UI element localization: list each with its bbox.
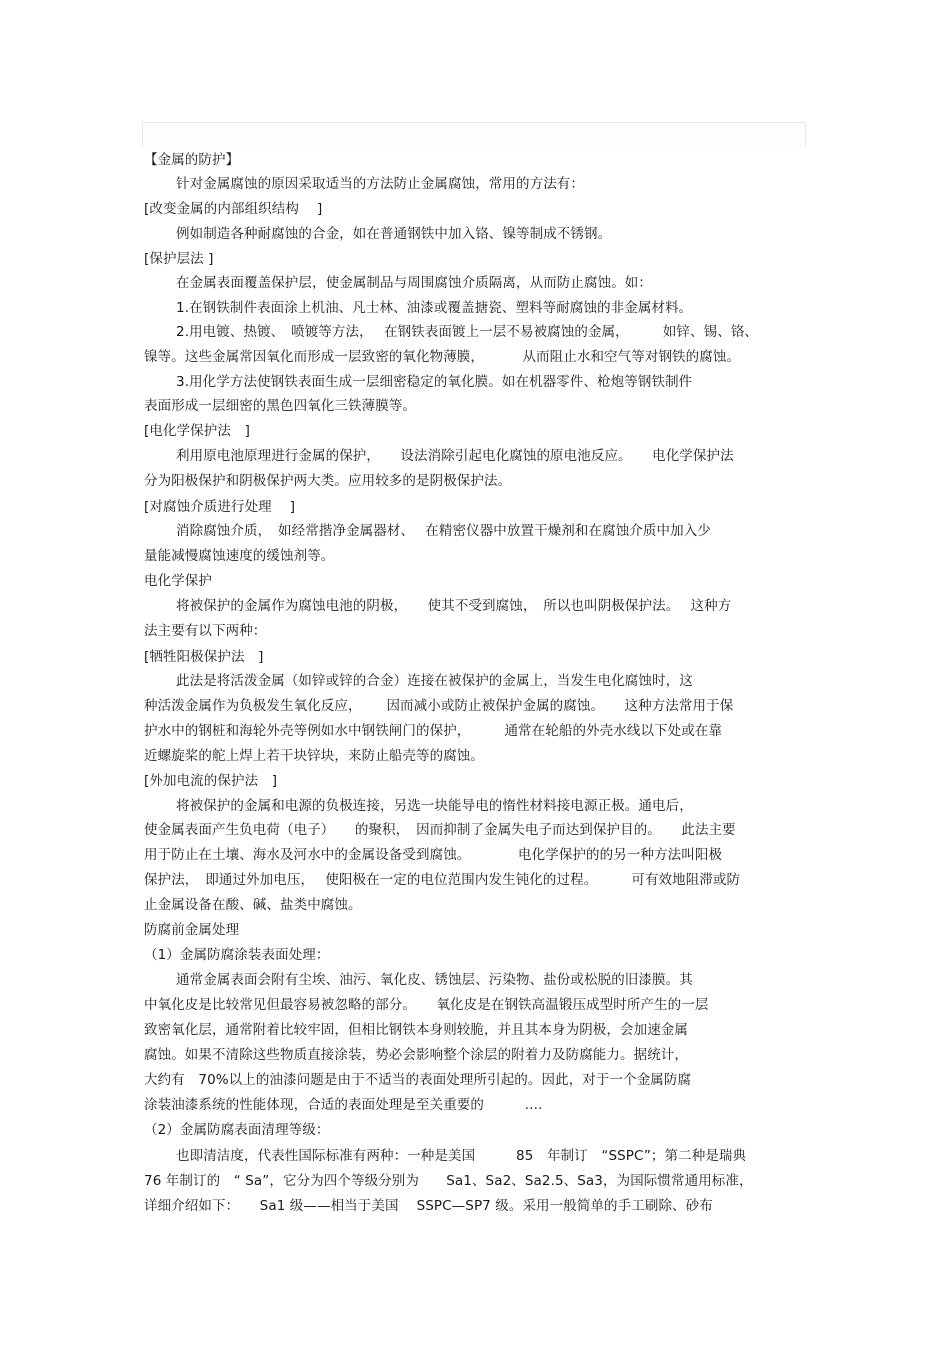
text-line: 量能减慢腐蚀速度的缓蚀剂等。	[144, 548, 335, 564]
text-line: 76 年制订的 “ Sa”，它分为四个等级分别为 Sa1、Sa2、Sa2.5、Sa3，为国际惯常通用标准，	[144, 1173, 753, 1189]
text-line: 【金属的防护】	[144, 152, 240, 168]
text-line: [保护层法 ]	[144, 251, 214, 267]
text-line: 也即清洁度，代表性国际标准有两种：一种是美国 85 年制订 “SSPC”；第二种是瑞典	[176, 1148, 747, 1164]
text-line: 利用原电池原理进行金属的保护， 设法消除引起电化腐蚀的原电池反应。 电化学保护法	[176, 448, 734, 464]
text-line: 镍等。这些金属常因氧化而形成一层致密的氧化物薄膜， 从而阻止水和空气等对钢铁的腐蚀。	[144, 349, 741, 365]
text-line: [改变金属的内部组织结构 ]	[144, 201, 323, 217]
text-line: 使金属表面产生负电荷（电子） 的聚积， 因而抑制了金属失电子而达到保护目的。 此法主要	[144, 822, 736, 838]
text-line: [牺牲阳极保护法 ]	[144, 649, 264, 665]
text-line: 护水中的钢桩和海轮外壳等例如水中钢铁闸门的保护， 通常在轮船的外壳水线以下处或在靠	[144, 723, 723, 739]
text-line: 近螺旋桨的舵上焊上若干块锌块，来防止船壳等的腐蚀。	[144, 748, 484, 764]
text-line: 针对金属腐蚀的原因采取适当的方法防止金属腐蚀，常用的方法有：	[176, 176, 584, 192]
text-line: 涂装油漆系统的性能体现，合适的表面处理是至关重要的 ....	[144, 1097, 543, 1113]
text-line: 2.用电镀、热镀、 喷镀等方法， 在钢铁表面镀上一层不易被腐蚀的金属， 如锌、锡、铬、	[176, 324, 759, 340]
text-line: [电化学保护法 ]	[144, 423, 250, 439]
text-line: 大约有 70%以上的油漆问题是由于不适当的表面处理所引起的。因此，对于一个金属防腐	[144, 1072, 692, 1088]
text-line: 防腐前金属处理	[144, 922, 240, 938]
header-box	[142, 122, 806, 146]
text-line: 将被保护的金属和电源的负极连接，另选一块能导电的惰性材料接电源正极。通电后，	[176, 798, 693, 814]
text-line: 致密氧化层，通常附着比较牢固，但相比钢铁本身则较脆，并且其本身为阴极，会加速金属	[144, 1022, 688, 1038]
text-line: 表面形成一层细密的黑色四氧化三铁薄膜等。	[144, 398, 416, 414]
text-line: 电化学保护	[144, 573, 212, 589]
text-line: 3.用化学方法使钢铁表面生成一层细密稳定的氧化膜。如在机器零件、枪炮等钢铁制件	[176, 374, 693, 390]
text-line: 此法是将活泼金属（如锌或锌的合金）连接在被保护的金属上，当发生电化腐蚀时，这	[176, 673, 693, 689]
text-line: 止金属设备在酸、碱、盐类中腐蚀。	[144, 897, 362, 913]
text-line: 消除腐蚀介质， 如经常揩净金属器材、 在精密仪器中放置干燥剂和在腐蚀介质中加入少	[176, 523, 711, 539]
text-line: [对腐蚀介质进行处理 ]	[144, 499, 296, 515]
text-line: （2）金属防腐表面清理等级：	[144, 1122, 330, 1138]
text-line: 法主要有以下两种：	[144, 623, 267, 639]
text-line: 例如制造各种耐腐蚀的合金，如在普通钢铁中加入铬、镍等制成不锈钢。	[176, 226, 612, 242]
text-line: 腐蚀。如果不清除这些物质直接涂装，势必会影响整个涂层的附着力及防腐能力。据统计，	[144, 1047, 688, 1063]
text-line: 在金属表面覆盖保护层，使金属制品与周围腐蚀介质隔离，从而防止腐蚀。如：	[176, 275, 652, 291]
text-line: 将被保护的金属作为腐蚀电池的阴极， 使其不受到腐蚀， 所以也叫阴极保护法。 这种方	[176, 598, 732, 614]
text-line: （1）金属防腐涂装表面处理：	[144, 947, 330, 963]
text-line: 分为阳极保护和阴极保护两大类。应用较多的是阴极保护法。	[144, 473, 512, 489]
text-line: 详细介绍如下： Sa1 级——相当于美国 SSPC—SP7 级。采用一般简单的手工刷除、砂布	[144, 1198, 713, 1214]
text-line: 种活泼金属作为负极发生氧化反应， 因而减小或防止被保护金属的腐蚀。 这种方法常用于保	[144, 698, 734, 714]
text-line: 1.在钢铁制件表面涂上机油、凡士林、油漆或覆盖搪瓷、塑料等耐腐蚀的非金属材料。	[176, 300, 693, 316]
text-line: 保护法， 即通过外加电压， 使阳极在一定的电位范围内发生钝化的过程。 可有效地阻滞或防	[144, 872, 741, 888]
text-line: [外加电流的保护法 ]	[144, 773, 278, 789]
text-line: 通常金属表面会附有尘埃、油污、氧化皮、锈蚀层、污染物、盐份或松脱的旧漆膜。其	[176, 972, 693, 988]
text-line: 中氧化皮是比较常见但最容易被忽略的部分。 氧化皮是在钢铁高温锻压成型时所产生的一层	[144, 997, 709, 1013]
text-line: 用于防止在土壤、海水及河水中的金属设备受到腐蚀。 电化学保护的的另一种方法叫阳极	[144, 847, 723, 863]
